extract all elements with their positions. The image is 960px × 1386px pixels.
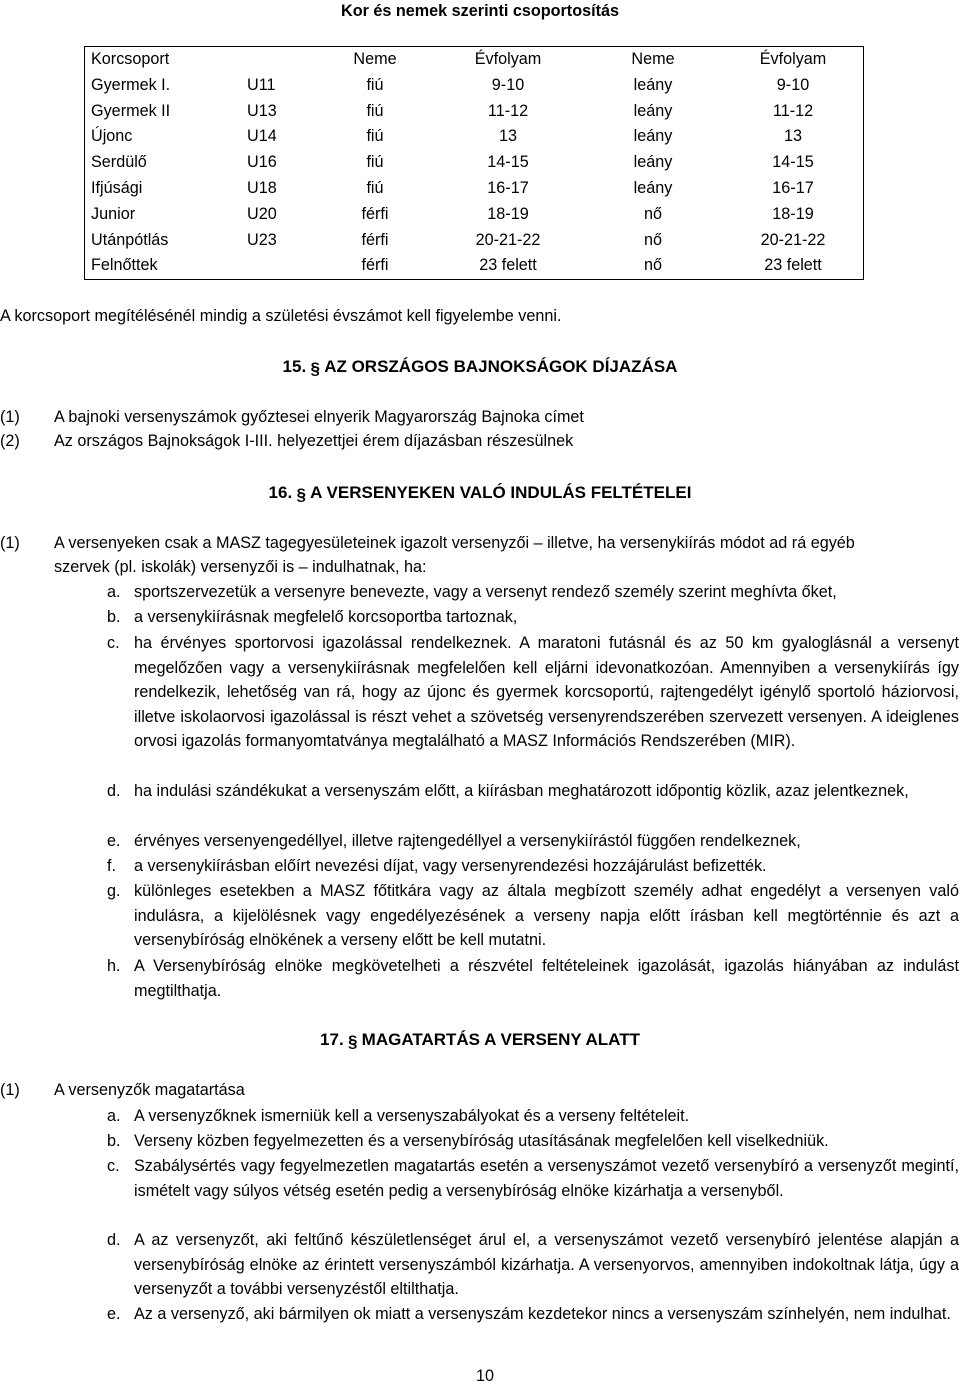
table-cell: Gyermek II [91, 101, 171, 120]
table-cell: Neme [353, 50, 397, 68]
list-item-text: A Versenybíróság elnöke megkövetelheti a részvétel feltételeinek igazolását, igazolás hiányában az indulást megtilthatja. [134, 957, 959, 1000]
table-cell: 23 felett [479, 256, 537, 275]
table-cell: 18-19 [772, 204, 814, 223]
table-cell: 11-12 [487, 101, 529, 120]
section-sign-icon [296, 483, 306, 499]
list-item-label: c. [107, 634, 120, 652]
table-cell: férfi [361, 204, 389, 223]
table-cell: nő [643, 230, 662, 249]
table-cell: fiú [366, 101, 384, 120]
section-number: 16. [268, 483, 293, 502]
table-cell: 18-19 [487, 204, 529, 223]
table-cell: leány [633, 153, 673, 172]
list-item [107, 854, 960, 879]
table-row [85, 228, 864, 254]
table-cell: leány [633, 75, 673, 94]
table-row [85, 73, 864, 99]
s15-p2-num: (2) [0, 432, 20, 450]
s15-p2: Az országos Bajnokságok I-III. helyezettjei érem díjazásban részesülnek [54, 432, 574, 450]
table-cell: 20-21-22 [475, 230, 541, 249]
table-cell: Évfolyam [474, 50, 542, 68]
list-item-text: a versenykiírásban előírt nevezési díjat, vagy versenyrendezési hozzájárulást befizették. [134, 857, 767, 875]
section-number: 15. [282, 357, 307, 376]
s17-p1: A versenyzők magatartása [54, 1081, 245, 1099]
list-item [107, 879, 960, 953]
table-cell: U18 [247, 178, 277, 197]
table-cell [235, 253, 317, 279]
section-title: MAGATARTÁS A VERSENY ALATT [361, 1030, 640, 1049]
table-cell: fiú [366, 153, 384, 172]
age-group-note: A korcsoport megítélésénél mindig a születési évszámot kell figyelembe venni. [0, 307, 562, 325]
list-item [107, 954, 960, 1003]
table-cell: U13 [247, 101, 277, 120]
table-cell: Junior [91, 204, 136, 223]
list-item-label: e. [107, 832, 121, 850]
s16-p1-line2: szervek (pl. iskolák) versenyzői is – indulhatnak, ha: [54, 558, 427, 576]
table-cell: Ifjúsági [91, 178, 143, 197]
table-cell: U16 [247, 153, 277, 172]
table-cell: Felnőttek [91, 256, 158, 275]
table-cell: 23 felett [764, 256, 822, 275]
table-cell: 9-10 [491, 75, 525, 94]
table-row [85, 47, 864, 73]
table-row [85, 150, 864, 176]
list-item [107, 1154, 960, 1228]
table-cell: 16-17 [772, 178, 814, 197]
s15-p1-num: (1) [0, 408, 20, 426]
section-sign-icon [348, 1030, 358, 1046]
table-cell: 14-15 [772, 153, 814, 172]
page-title: Kor és nemek szerinti csoportosítás [341, 2, 619, 20]
table-cell: fiú [366, 75, 384, 94]
table-cell: 13 [783, 127, 802, 146]
age-group-table [84, 46, 864, 280]
list-item-text: különleges esetekben a MASZ főtitkára vagy az általa megbízott személy adhat engedélyt a versenyen való indulásra, a kijelölésnek vagy engedélyezésének a verseny napja előtt írásban kell megtörténnie és azt a versenybíróság elnökének a verseny előtt be kell mutatni. [134, 882, 959, 949]
section-sign-icon [310, 357, 320, 373]
table-row [85, 253, 864, 279]
table-cell: U14 [247, 127, 277, 146]
section-16-heading [0, 481, 960, 505]
s16-p1-num: (1) [0, 534, 20, 552]
list-item-label: e. [107, 1305, 121, 1323]
table-cell: Újonc [91, 127, 133, 146]
table-cell: Utánpótlás [91, 230, 169, 249]
section-title: AZ ORSZÁGOS BAJNOKSÁGOK DÍJAZÁSA [324, 357, 678, 376]
list-item-text: érvényes versenyengedéllyel, illetve rajtengedéllyel a versenykiírástól függően rendelkeznek, [134, 832, 801, 850]
table-cell: U23 [247, 230, 277, 249]
list-item [107, 1104, 960, 1129]
list-item-label: c. [107, 1157, 120, 1175]
section-title: A VERSENYEKEN VALÓ INDULÁS FELTÉTELEI [310, 483, 692, 502]
table-cell: férfi [361, 256, 389, 275]
list-item-label: a. [107, 1107, 121, 1125]
list-item-label: d. [107, 1231, 121, 1249]
table-cell: férfi [361, 230, 389, 249]
table-cell: 14-15 [487, 153, 529, 172]
section-number: 17. [320, 1030, 344, 1049]
list-item-text: ha indulási szándékukat a versenyszám előtt, a kiírásban meghatározott időpontig közlik, azaz jelentkeznek, [134, 782, 909, 800]
list-item [107, 631, 960, 778]
table-cell: fiú [366, 127, 384, 146]
list-item [107, 1302, 960, 1351]
table-cell: Korcsoport [91, 50, 170, 68]
table-cell: 9-10 [776, 75, 810, 94]
list-item-text: Szabálysértés vagy fegyelmezetlen magatartás esetén a versenyszámot vezető versenybíró a versenyzőt megintí, ismételt vagy súlyos vétség esetén pedig a versenybíróság elnöke kizárhatja a versenyből. [134, 1157, 959, 1200]
list-item [107, 1129, 960, 1154]
table-cell: Gyermek I. [91, 75, 171, 94]
list-item-text: A versenyzőknek ismerniük kell a versenyszabályokat és a verseny feltételeit. [134, 1107, 690, 1125]
list-item-text: sportszervezetük a versenyre benevezte, vagy a versenyt rendező személy szerint meghívta őket, [134, 583, 837, 601]
table-cell: 11-12 [772, 101, 814, 120]
section-15-heading [0, 355, 960, 379]
list-item-text: Verseny közben fegyelmezetten és a versenybíróság utasításának megfelelően kell viselkedniük. [134, 1132, 829, 1150]
table-row [85, 124, 864, 150]
s17-p1-num: (1) [0, 1081, 20, 1099]
table-cell: Évfolyam [759, 50, 827, 68]
list-item [107, 779, 960, 828]
list-item-label: h. [107, 957, 121, 975]
table-cell [235, 47, 317, 73]
list-item-text: A az versenyzőt, aki feltűnő készületlenséget árul el, a versenyszámot vezető versenybíró jelentése alapján a versenybíróság elnöke az érintett versenyszámból kizárhatja. A versenyorvos, amennyiben indokoltnak látja, úgy a versenyzőt a további versenyzéstől eltilthatja. [134, 1231, 959, 1298]
table-cell: leány [633, 127, 673, 146]
table-cell: 13 [498, 127, 517, 146]
list-item-text: Az a versenyző, aki bármilyen ok miatt a versenyszám kezdetekor nincs a versenyszám színhelyén, nem indulhat. [134, 1305, 951, 1323]
table-cell: fiú [366, 178, 384, 197]
list-item [107, 829, 960, 854]
table-row [85, 176, 864, 202]
table-cell: leány [633, 101, 673, 120]
list-item-label: b. [107, 608, 121, 626]
section-17-heading [0, 1028, 960, 1052]
table-cell: Serdülő [91, 153, 147, 172]
s16-p1-line1: A versenyeken csak a MASZ tagegyesületeinek igazolt versenyzői – illetve, ha versenykiírás módot ad rá egyéb [54, 534, 855, 552]
list-item-text: a versenykiírásnak megfelelő korcsoportba tartoznak, [134, 608, 518, 626]
table-cell: Neme [631, 50, 675, 68]
table-cell: U20 [247, 204, 277, 223]
list-item [107, 580, 960, 605]
table-cell: nő [643, 204, 662, 223]
list-item-label: b. [107, 1132, 121, 1150]
list-item-label: g. [107, 882, 121, 900]
list-item [107, 605, 960, 630]
list-item-label: d. [107, 782, 121, 800]
s15-p1: A bajnoki versenyszámok győztesei elnyerik Magyarország Bajnoka címet [54, 408, 584, 426]
table-cell: nő [643, 256, 662, 275]
table-cell: U11 [247, 75, 276, 94]
table-cell: leány [633, 178, 673, 197]
table-cell: 16-17 [487, 178, 529, 197]
list-item-text: ha érvényes sportorvosi igazolással rendelkeznek. A maratoni futásnál és az 50 km gyaloglásnál a versenyt megelőzően vagy a versenykiírásnak megfelelően kell eljárni idevonatkozóan. Amennyiben a versenykiírás így rendelkezik, lehetőség van rá, hogy az újonc és gyermek korcsoportú, rajtengedélyt igénylő sportoló háziorvosi, illetve iskolaorvosi igazolással is részt vehet a szövetség versenyrendszerében szervezett versenyen. A ideiglenes orvosi igazolás formanyomtatványa megtalálható a MASZ Információs Rendszerében (MIR). [134, 634, 959, 750]
list-item-label: a. [107, 583, 121, 601]
table-cell: 20-21-22 [760, 230, 826, 249]
list-item-label: f. [107, 857, 116, 875]
list-item [107, 1228, 960, 1302]
page-number: 10 [475, 1367, 494, 1385]
table-row [85, 99, 864, 125]
table-row [85, 202, 864, 228]
